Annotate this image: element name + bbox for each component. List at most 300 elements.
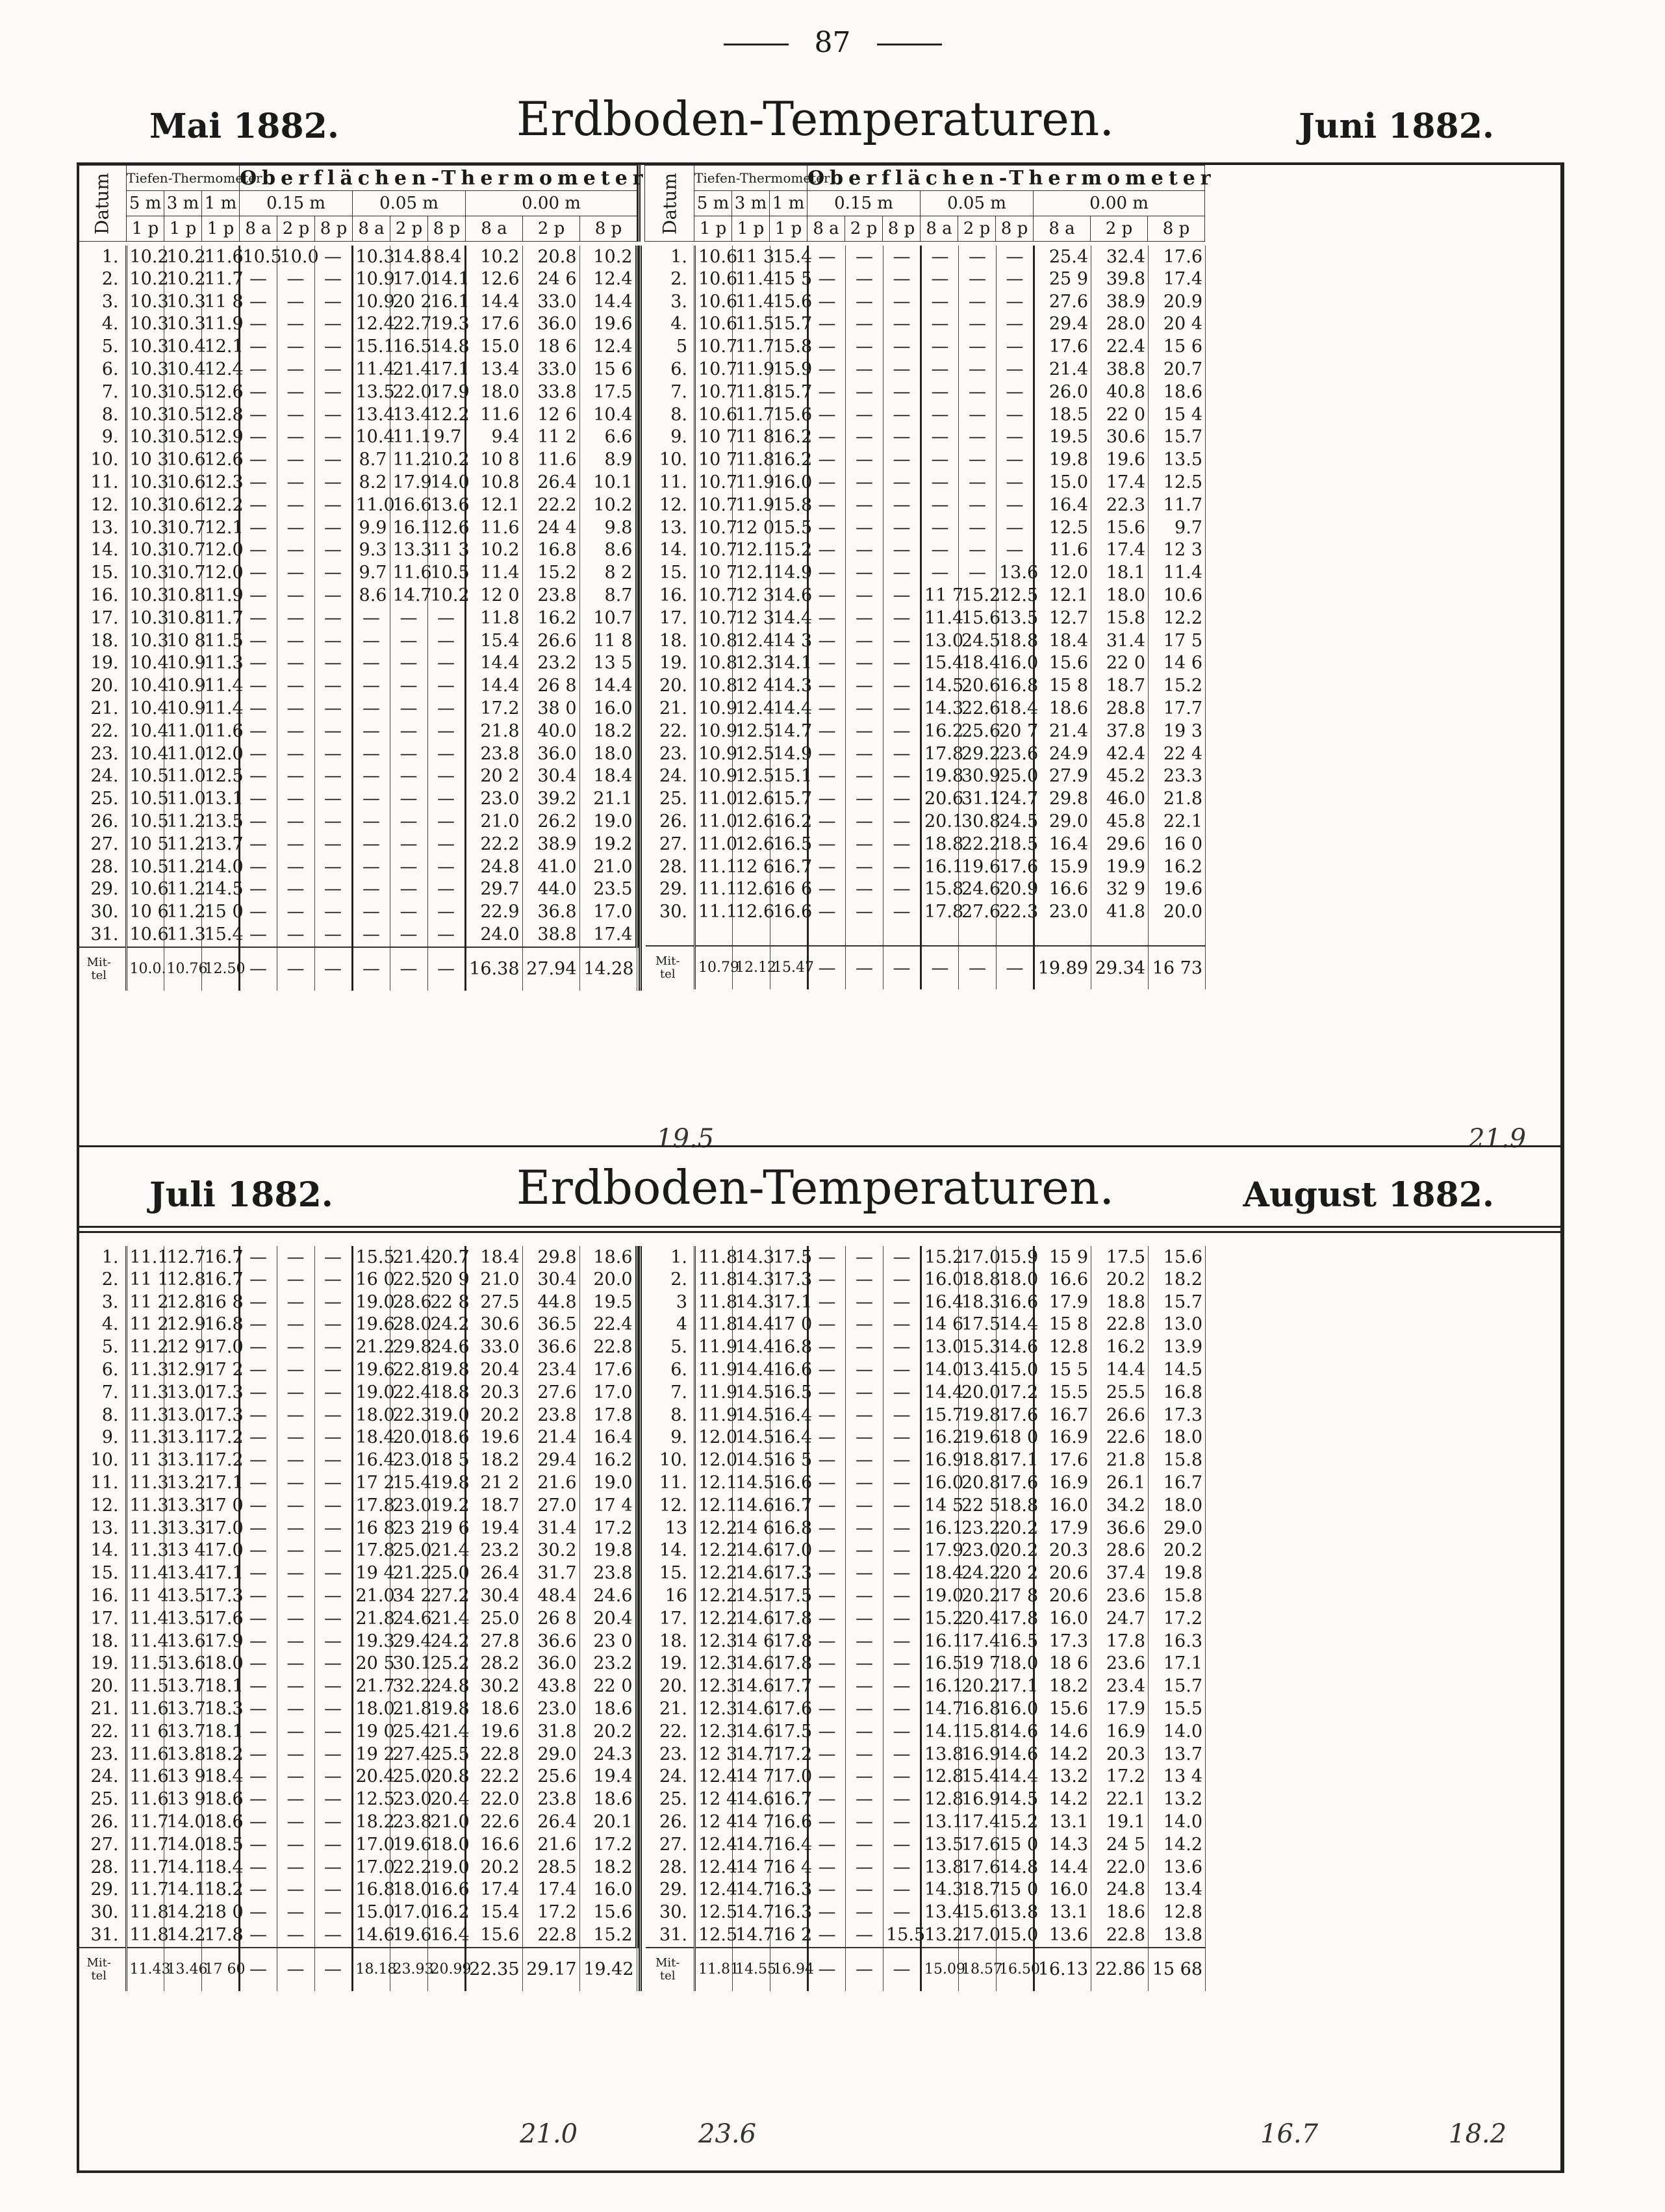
value-cell: 14.4 [579,674,637,697]
value-cell: 15.6 [770,403,808,426]
value-cell: 29.8 [522,1246,579,1269]
value-cell: 11.8 [733,448,770,471]
value-cell: 12.6 [733,787,770,810]
value-cell: — [390,923,427,947]
value-cell: 11.7 [126,1834,164,1857]
value-cell: 14.2 [164,1924,201,1948]
value-cell: 10.4 [164,335,201,358]
table-row [646,1675,1206,1697]
value-cell: — [277,381,314,404]
date-cell: 28. [646,1856,695,1879]
date-cell: 15. [646,1562,695,1584]
value-cell: — [314,1471,352,1495]
value-cell: — [427,787,465,810]
value-cell: 11.6 [465,403,522,426]
value-cell: — [997,403,1034,426]
value-cell: 14.6 [733,1675,770,1697]
value-cell: 16.7 [1149,1471,1206,1495]
value-cell: 25.2 [427,1653,465,1675]
value-cell: 30.2 [522,1540,579,1562]
value-cell: 10.4 [126,697,164,720]
value-cell: — [846,426,883,449]
value-cell: — [314,1358,352,1382]
value-cell: — [239,833,277,856]
value-cell: — [352,900,390,923]
value-cell: 12.8 [164,1291,201,1314]
date-cell: 9. [646,1427,695,1449]
value-cell: 17.3 [770,1562,808,1584]
value-cell: 18.0 [352,1404,390,1427]
value-cell: 18.6 [579,1697,637,1721]
table-row [646,1856,1206,1879]
table-row [77,1404,637,1427]
value-cell: 14.3 [733,1269,770,1291]
date-cell: 28. [646,856,695,878]
value-cell: 10.2 [427,584,465,607]
mean-value: 11.43 [126,1948,164,1991]
mean-value: — [390,947,427,991]
value-cell: 16.2 [427,1901,465,1924]
value-cell: 34.2 [1091,1495,1149,1518]
value-cell: 14.6 [997,1721,1034,1744]
value-cell: 16.5 [770,1382,808,1405]
value-cell: 20.7 [1149,358,1206,381]
value-cell: 18.8 [921,833,959,856]
value-cell: — [277,833,314,856]
value-cell: 20.1 [921,810,959,833]
date-cell: 10. [77,1449,126,1471]
mean-value: — [921,946,959,989]
value-cell: 12.0 [201,743,239,765]
value-cell: — [239,471,277,494]
value-cell: 27.4 [390,1743,427,1766]
bottom-header-rule [77,1226,1564,1228]
value-cell: 22 8 [427,1291,465,1314]
value-cell: — [846,1834,883,1857]
value-cell: 16.4 [427,1924,465,1948]
value-cell: 14.0 [1149,1721,1206,1744]
value-cell: — [883,856,921,878]
table-row [646,1449,1206,1471]
value-cell: — [314,494,352,517]
table-row [77,833,637,856]
table-row [77,1697,637,1721]
value-cell: — [239,1608,277,1631]
table-row [77,765,637,788]
date-cell: 16. [77,1584,126,1608]
value-cell: — [808,1834,846,1857]
value-cell: 17.0 [770,1540,808,1562]
value-cell: 11 3 [427,539,465,562]
value-cell: — [883,1675,921,1697]
value-cell: 10.9 [164,674,201,697]
value-cell: 11.5 [201,629,239,652]
value-cell: 18.8 [997,1495,1034,1518]
mean-value: 23.93 [390,1948,427,1991]
date-cell: 24. [646,765,695,788]
value-cell: — [808,1901,846,1924]
value-cell: 17.1 [997,1675,1034,1697]
value-cell: 18.4 [352,1427,390,1449]
value-cell: — [427,900,465,923]
value-cell: 23 2 [390,1517,427,1540]
value-cell: — [846,629,883,652]
value-cell: 10 7 [695,426,733,449]
value-cell: 15.4 [465,1901,522,1924]
time-8p: 8 p [883,216,921,242]
value-cell: 10.4 [126,652,164,675]
value-cell: 15.7 [770,381,808,404]
value-cell: — [846,1562,883,1584]
value-cell: 14.5 [733,1449,770,1471]
value-cell: 16.7 [770,1788,808,1811]
value-cell: — [808,1697,846,1721]
time-8a: 8 a [353,216,390,242]
value-cell: 21.8 [1091,1449,1149,1471]
value-cell: — [846,765,883,788]
value-cell: 11.7 [126,1811,164,1834]
value-cell: — [314,1788,352,1811]
value-cell: 19.8 [921,765,959,788]
table-row [646,787,1206,810]
handwritten-note-juli-b: 23.6 [698,2119,757,2149]
value-cell: 36.6 [522,1630,579,1653]
value-cell: 22.1 [1149,810,1206,833]
value-cell: — [959,268,997,291]
depth-1m: 1 m [770,191,807,216]
value-cell: — [846,697,883,720]
value-cell: 13.0 [164,1404,201,1427]
value-cell: 25.5 [1091,1382,1149,1405]
value-cell: 48.4 [522,1584,579,1608]
value-cell: 14.1 [164,1879,201,1901]
value-cell: 11.6 [390,561,427,584]
value-cell: — [808,1811,846,1834]
value-cell: 18.8 [1091,1291,1149,1314]
date-cell: 29. [646,878,695,901]
value-cell: 16.4 [1034,494,1091,517]
date-cell: 8. [646,403,695,426]
value-cell: 17.2 [1091,1766,1149,1788]
value-cell: 14.0 [1149,1811,1206,1834]
table-row [646,1471,1206,1495]
value-cell: — [314,629,352,652]
value-cell: — [390,607,427,630]
value-cell: 17.8 [921,900,959,923]
mean-row [77,1948,637,1991]
value-cell: — [883,1382,921,1405]
value-cell: 10.7 [164,539,201,562]
value-cell: — [314,358,352,381]
value-cell: 11.8 [733,381,770,404]
value-cell: — [808,1336,846,1358]
tiefen-header: Tiefen-Thermometer [694,166,807,191]
value-cell: 12 3 [733,584,770,607]
value-cell: 17.2 [997,1382,1034,1405]
value-cell: 10.9 [695,743,733,765]
table-row [77,1901,637,1924]
time-8p: 8 p [1148,216,1205,242]
value-cell: — [959,561,997,584]
value-cell: 25.4 [1034,246,1091,268]
value-cell: 18 0 [997,1427,1034,1449]
value-cell: 18.2 [1149,1269,1206,1291]
value-cell: 17.5 [579,381,637,404]
date-cell: 10. [77,448,126,471]
value-cell: — [427,810,465,833]
value-cell: — [883,1427,921,1449]
value-cell: 10.5 [126,765,164,788]
value-cell: — [846,1517,883,1540]
value-cell: 12.5 [733,743,770,765]
value-cell: 10.6 [695,290,733,313]
date-cell: 14. [77,539,126,562]
date-cell: 16. [646,584,695,607]
value-cell: 18.0 [390,1879,427,1901]
value-cell: — [883,1449,921,1471]
value-cell: 15.8 [959,1721,997,1744]
value-cell: 12.2 [695,1608,733,1631]
value-cell: — [277,1653,314,1675]
value-cell: 19.2 [579,833,637,856]
value-cell: 12.0 [695,1427,733,1449]
value-cell: 19.0 [352,1382,390,1405]
value-cell: 12.1 [733,539,770,562]
date-cell: 15. [646,561,695,584]
value-cell: 10.7 [695,358,733,381]
value-cell: 16.3 [770,1901,808,1924]
value-cell: 23.0 [390,1495,427,1518]
value-cell: 13.0 [921,1336,959,1358]
value-cell: — [959,539,997,562]
value-cell: 11.3 [126,1358,164,1382]
table-row [77,1336,637,1358]
value-cell: — [314,403,352,426]
value-cell: — [808,1427,846,1449]
value-cell: 26.6 [522,629,579,652]
mean-value: — [846,946,883,989]
value-cell: 18.4 [1034,629,1091,652]
value-cell: — [846,516,883,539]
value-cell: — [846,1879,883,1901]
date-cell: 31. [77,1924,126,1948]
value-cell: 14.6 [733,1653,770,1675]
value-cell: 14 6 [733,1517,770,1540]
date-cell: 7. [77,381,126,404]
value-cell: 21.0 [352,1584,390,1608]
value-cell: 9.7 [1149,516,1206,539]
value-cell: 20.3 [1091,1743,1149,1766]
value-cell: 22.9 [465,900,522,923]
table-row [77,584,637,607]
value-cell: 15 4 [1149,403,1206,426]
value-cell: — [808,1608,846,1631]
value-cell: 21.7 [352,1675,390,1697]
mean-value: 14.55 [733,1948,770,1991]
value-cell: 12.2 [1149,607,1206,630]
table-row [646,743,1206,765]
value-cell: — [427,629,465,652]
value-cell: 10.6 [695,268,733,291]
value-cell: — [846,290,883,313]
value-cell: 22.3 [1091,494,1149,517]
value-cell: — [846,810,883,833]
date-cell: 8. [77,403,126,426]
value-cell: 10.3 [126,607,164,630]
value-cell: 19.6 [959,1427,997,1449]
value-cell: 41.8 [1091,900,1149,923]
value-cell: — [239,1584,277,1608]
value-cell: — [314,1856,352,1879]
value-cell: — [959,516,997,539]
value-cell: 24 5 [1091,1834,1149,1857]
value-cell: 12 9 [164,1336,201,1358]
date-cell: 17. [77,1608,126,1631]
value-cell: 24.5 [997,810,1034,833]
value-cell: 10.5 [164,403,201,426]
value-cell: 17.8 [352,1540,390,1562]
value-cell: 16.2 [1091,1336,1149,1358]
value-cell: 18 6 [522,335,579,358]
table-row [77,1314,637,1336]
value-cell: — [883,290,921,313]
value-cell: — [883,833,921,856]
value-cell: — [277,584,314,607]
value-cell: — [846,561,883,584]
value-cell: — [314,1766,352,1788]
date-cell: 9. [77,426,126,449]
value-cell: 13.3 [390,539,427,562]
value-cell: — [390,900,427,923]
value-cell: — [883,1495,921,1518]
value-cell: 13.5 [997,607,1034,630]
value-cell: 16.7 [1034,1404,1091,1427]
table-row [646,720,1206,743]
value-cell: 22 0 [1091,403,1149,426]
value-cell: 20.8 [959,1471,997,1495]
value-cell: 14.3 [770,674,808,697]
value-cell: 21.1 [579,787,637,810]
value-cell: 13 4 [1149,1766,1206,1788]
value-cell: 12.1 [201,516,239,539]
value-cell: — [277,1834,314,1857]
value-cell: 23.8 [522,1404,579,1427]
value-cell: 11.8 [126,1924,164,1948]
value-cell: 18.2 [1034,1675,1091,1697]
value-cell: 18.4 [201,1856,239,1879]
value-cell: 10.2 [126,246,164,268]
value-cell: 16.6 [770,1471,808,1495]
value-cell: 19.6 [352,1358,390,1382]
value-cell: — [883,1291,921,1314]
value-cell: — [277,1517,314,1540]
value-cell: 19.4 [465,1517,522,1540]
value-cell: — [808,1562,846,1584]
value-cell: 9.9 [352,516,390,539]
oberflaechen-header: Oberflächen-Thermometer [240,166,648,190]
value-cell: 13.7 [1149,1743,1206,1766]
value-cell: 10.7 [695,381,733,404]
value-cell: 17.4 [1091,471,1149,494]
value-cell: 16.6 [770,1358,808,1382]
value-cell: 12.5 [733,720,770,743]
table-row [77,358,637,381]
value-cell: 36.0 [522,743,579,765]
value-cell: 19.0 [579,810,637,833]
value-cell: 12.4 [695,1879,733,1901]
value-cell: 17 2 [352,1471,390,1495]
month-juni: Juni 1882. [1299,107,1494,146]
value-cell: 19.6 [1149,878,1206,901]
date-cell: 10. [646,1449,695,1471]
mean-value: 10.79 [695,946,733,989]
value-cell: 11.2 [164,833,201,856]
table-row [646,1630,1206,1653]
value-cell: 23.6 [1091,1584,1149,1608]
value-cell: 8.9 [579,448,637,471]
table-row [646,810,1206,833]
mean-value: — [314,1948,352,1991]
value-cell: 22.7 [390,313,427,336]
value-cell: 38.9 [522,833,579,856]
value-cell: 21.4 [390,358,427,381]
date-cell: 11. [646,471,695,494]
value-cell: 15 8 [1034,1314,1091,1336]
table-row [77,856,637,878]
mean-value: 14.28 [579,947,637,991]
table-row [77,607,637,630]
value-cell: 27.8 [465,1630,522,1653]
value-cell: 16.2 [770,810,808,833]
value-cell: 23.8 [390,1811,427,1834]
date-cell: 20. [77,674,126,697]
value-cell: 14.4 [579,290,637,313]
value-cell: — [846,900,883,923]
value-cell: 10.3 [126,358,164,381]
value-cell: 17.9 [921,1540,959,1562]
time-8a: 8 a [1034,216,1091,242]
value-cell: 28.8 [1091,697,1149,720]
data-table-juli [77,1246,639,1991]
date-cell: 25. [646,1788,695,1811]
value-cell: 19 0 [352,1721,390,1744]
value-cell: 18.0 [201,1653,239,1675]
value-cell: 16.4 [770,1427,808,1449]
data-table-mai [77,246,639,991]
mean-value: 16.13 [1034,1948,1091,1991]
value-cell: — [390,878,427,901]
value-cell: 21.4 [427,1540,465,1562]
value-cell: — [883,539,921,562]
value-cell: 17.1 [997,1449,1034,1471]
value-cell: 14.7 [733,1901,770,1924]
value-cell: 17.8 [1091,1630,1149,1653]
value-cell: 12.4 [695,1766,733,1788]
value-cell: — [846,1404,883,1427]
value-cell: 10.1 [579,471,637,494]
value-cell: 20.2 [959,1675,997,1697]
value-cell: — [277,1404,314,1427]
value-cell: 15 5 [770,268,808,291]
table-row [77,1449,637,1471]
value-cell: 10.4 [126,743,164,765]
value-cell: 26.4 [522,471,579,494]
value-cell: 14.4 [770,697,808,720]
value-cell: 13.4 [959,1358,997,1382]
value-cell: 14.5 [733,1427,770,1449]
value-cell: — [314,1924,352,1948]
value-cell: 12.3 [201,471,239,494]
